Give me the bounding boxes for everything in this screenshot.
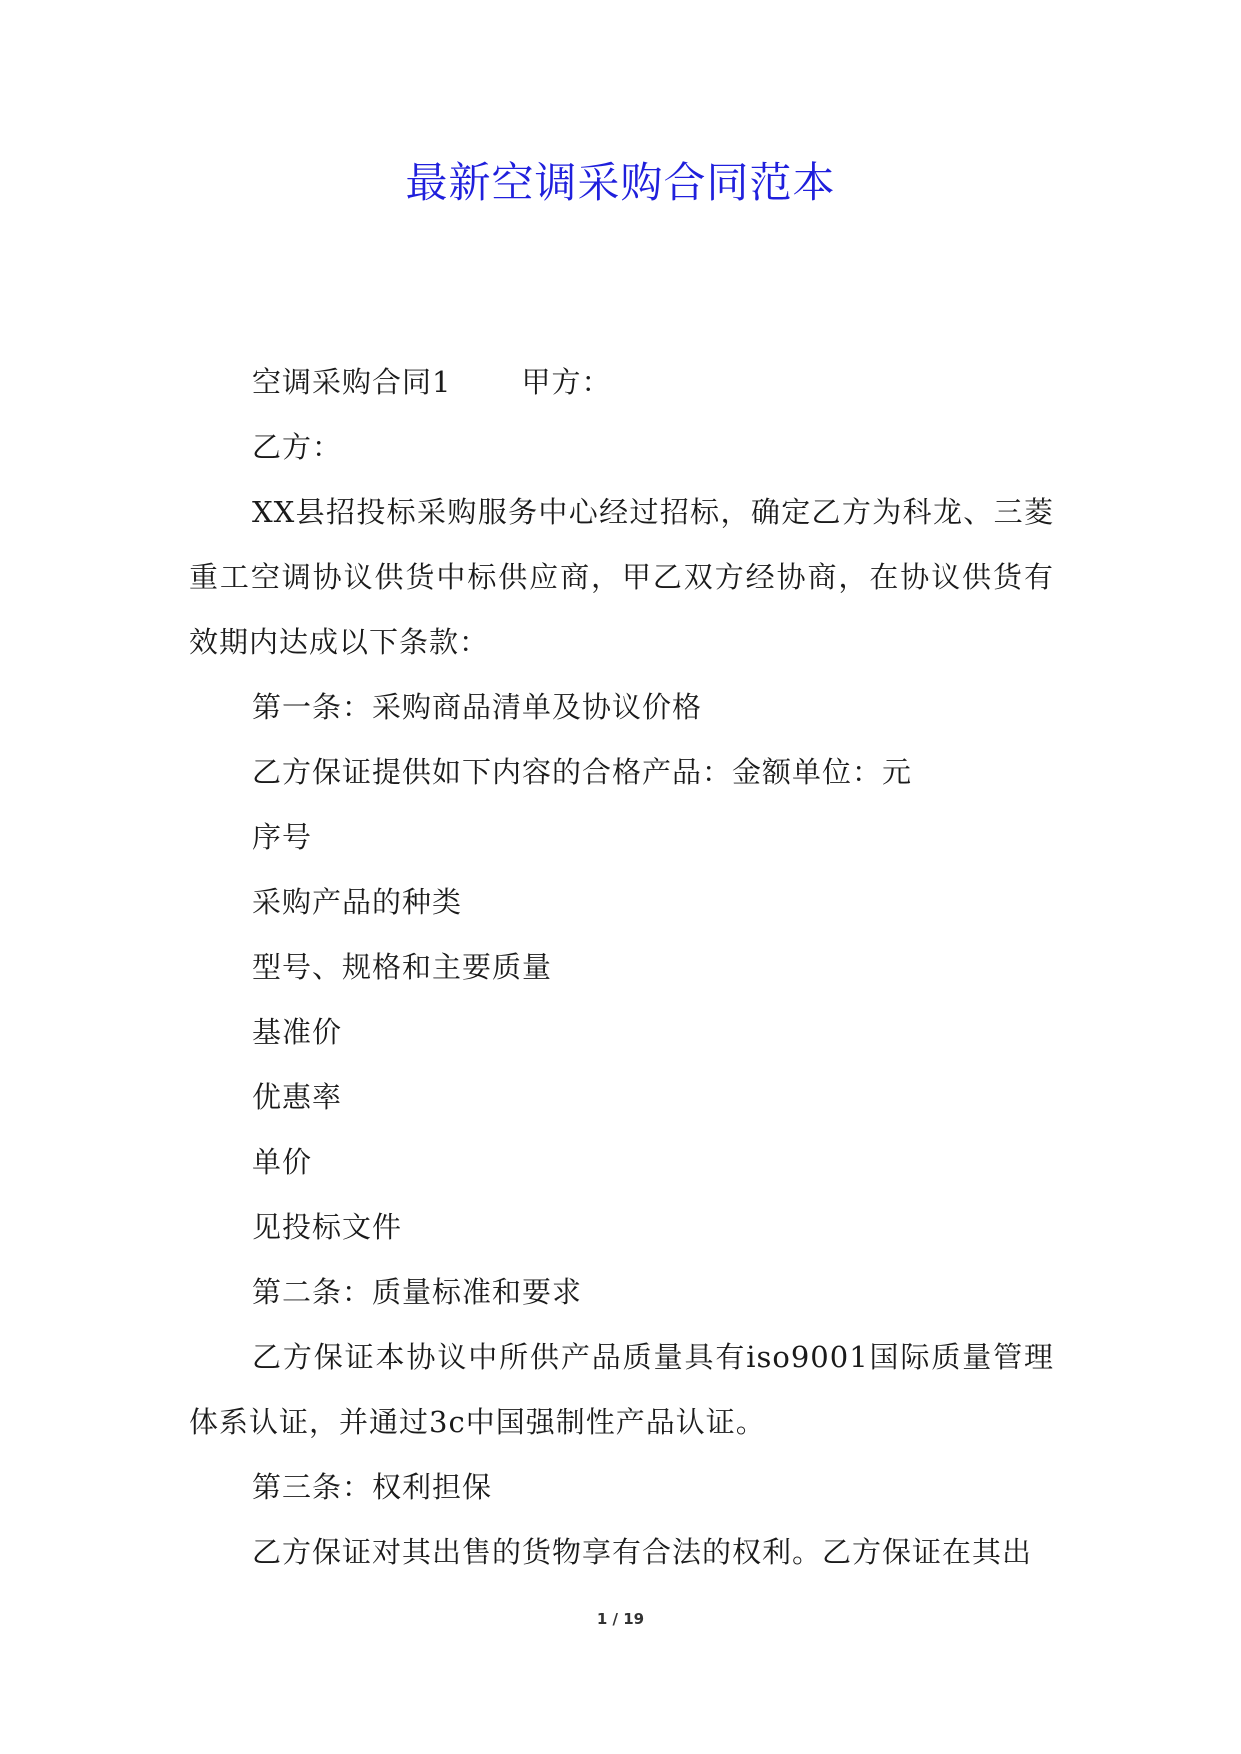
column-product-type: 采购产品的种类: [252, 885, 463, 919]
column-serial: 序号: [252, 820, 313, 854]
article-1-text: 乙方保证提供如下内容的合格产品：金额单位：元: [252, 755, 913, 789]
contract-number: 空调采购合同1: [252, 365, 452, 399]
intro-paragraph: XX县招投标采购服务中心经过招标，确定乙方为科龙、三菱重工空调协议供货中标供应商，甲乙双方经协商，在协议供货有效期内达成以下条款：: [189, 495, 1054, 659]
column-unit-price: 单价: [252, 1145, 313, 1179]
document-title: 最新空调采购合同范本: [405, 158, 836, 207]
article-2-heading: 第二条：质量标准和要求: [252, 1275, 583, 1309]
see-bid-documents: 见投标文件: [252, 1210, 403, 1244]
article-1-heading: 第一条：采购商品清单及协议价格: [252, 690, 703, 724]
contract-heading-line: [189, 350, 1054, 415]
column-base-price: 基准价: [252, 1015, 343, 1049]
party-a-label: 甲方：: [521, 365, 612, 399]
column-model-spec: 型号、规格和主要质量: [252, 950, 553, 984]
article-3-heading: 第三条：权利担保: [252, 1470, 493, 1504]
article-3-text: 乙方保证对其出售的货物享有合法的权利。乙方保证在其出: [252, 1535, 1033, 1569]
article-2-text: 乙方保证本协议中所供产品质量具有iso9001国际质量管理体系认证，并通过3c中国强制性产品认证。: [189, 1340, 1054, 1439]
party-b-label: 乙方：: [252, 430, 343, 464]
document-body: [189, 350, 1054, 1585]
column-discount-rate: 优惠率: [252, 1080, 343, 1114]
page-number: 1 / 19: [596, 1610, 645, 1628]
